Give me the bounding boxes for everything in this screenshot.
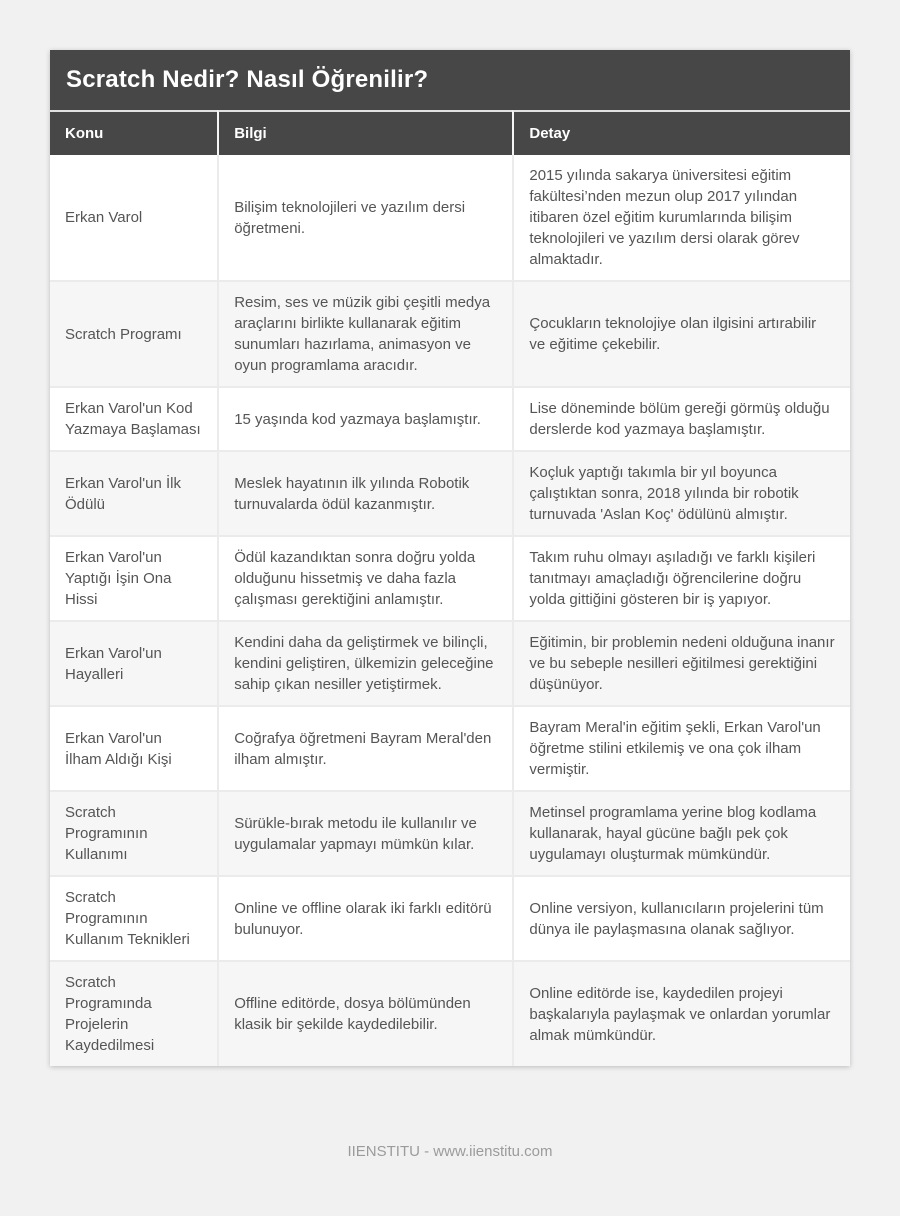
table-row	[50, 535, 850, 620]
table-row	[50, 875, 850, 960]
info-table	[50, 110, 850, 1066]
column-header-bilgi: Bilgi	[217, 110, 512, 155]
cell-konu: Erkan Varol'un İlham Aldığı Kişi	[65, 729, 172, 768]
cell-detay: Koçluk yaptığı takımla bir yıl boyunca çalıştıktan sonra, 2018 yılında bir robotik turnuvada 'Aslan Koç' ödülünü almıştır.	[512, 452, 850, 535]
cell-konu: Erkan Varol'un Kod Yazmaya Başlaması	[65, 400, 201, 438]
cell-bilgi: Coğrafya öğretmeni Bayram Meral'den ilham almıştır.	[217, 707, 512, 790]
cell-detay: Online versiyon, kullanıcıların projelerini tüm dünya ile paylaşmasına olanak sağlıyor.	[512, 877, 850, 960]
cell-bilgi: Bilişim teknolojileri ve yazılım dersi öğretmeni.	[217, 155, 512, 280]
table-row	[50, 620, 850, 705]
cell-bilgi: Offline editörde, dosya bölümünden klasik bir şekilde kaydedilebilir.	[217, 962, 512, 1066]
table-row	[50, 960, 850, 1066]
cell-detay: Online editörde ise, kaydedilen projeyi başkalarıyla paylaşmak ve onlardan yorumlar almak mümkündür.	[512, 962, 850, 1066]
table-body	[50, 155, 850, 1066]
table-header-row	[50, 110, 850, 155]
cell-konu: Scratch Programının Kullanımı	[50, 792, 217, 875]
cell-bilgi: Meslek hayatının ilk yılında Robotik turnuvalarda ödül kazanmıştır.	[217, 452, 512, 535]
cell-bilgi: Online ve offline olarak iki farklı editörü bulunuyor.	[217, 877, 512, 960]
content-card	[50, 50, 850, 1066]
cell-konu: Erkan Varol'un İlk Ödülü	[50, 452, 217, 535]
cell-bilgi: 15 yaşında kod yazmaya başlamıştır.	[217, 388, 512, 450]
cell-detay: Çocukların teknolojiye olan ilgisini artırabilir ve eğitime çekebilir.	[512, 282, 850, 386]
cell-bilgi: Resim, ses ve müzik gibi çeşitli medya araçlarını birlikte kullanarak eğitim sunumları hazırlama, animasyon ve oyun programlama aracıdır.	[217, 282, 512, 386]
table-row	[50, 790, 850, 875]
cell-detay: Lise döneminde bölüm gereği görmüş olduğu derslerde kod yazmaya başlamıştır.	[512, 388, 850, 450]
cell-konu: Scratch Programı	[50, 282, 217, 386]
footer-text: IIENSTITU - www.iienstitu.com	[347, 1143, 553, 1160]
cell-detay: Metinsel programlama yerine blog kodlama kullanarak, hayal gücüne bağlı pek çok uygulamayı oluşturmak mümkündür.	[512, 792, 850, 875]
column-header-detay: Detay	[512, 110, 850, 155]
cell-bilgi: Ödül kazandıktan sonra doğru yolda olduğunu hissetmiş ve daha fazla çalışması gerektiğini anlamıştır.	[217, 537, 512, 620]
cell-konu: Erkan Varol'un Yaptığı İşin Ona Hissi	[65, 549, 172, 608]
page-title: Scratch Nedir? Nasıl Öğrenilir?	[50, 50, 850, 110]
column-header-konu: Konu	[50, 110, 217, 155]
cell-detay: Eğitimin, bir problemin nedeni olduğuna inanır ve bu sebeple nesilleri eğitilmesi gerektiğini düşünüyor.	[512, 622, 850, 705]
table-row	[50, 450, 850, 535]
cell-konu: Erkan Varol	[65, 209, 143, 226]
cell-konu: Scratch Programında Projelerin Kaydedilmesi	[50, 962, 217, 1066]
table-row	[50, 705, 850, 790]
cell-bilgi: Kendini daha da geliştirmek ve bilinçli, kendini geliştiren, ülkemizin geleceğine sahip çıkan nesiller yetiştirmek.	[217, 622, 512, 705]
cell-konu: Scratch Programının Kullanım Teknikleri	[65, 889, 190, 948]
cell-konu: Erkan Varol'un Hayalleri	[50, 622, 217, 705]
table-row	[50, 155, 850, 280]
table-row	[50, 280, 850, 386]
cell-detay: Bayram Meral'in eğitim şekli, Erkan Varol'un öğretme stilini etkilemiş ve ona çok ilham vermiştir.	[512, 707, 850, 790]
cell-detay: Takım ruhu olmayı aşıladığı ve farklı kişileri tanıtmayı amaçladığı öğrencilerine doğru yolda gittiğini gösteren bir iş yapıyor.	[512, 537, 850, 620]
cell-detay: 2015 yılında sakarya üniversitesi eğitim fakültesi’nden mezun olup 2017 yılından itibaren özel eğitim kurumlarında bilişim teknolojileri ve yazılım dersi olarak görev almaktadır.	[512, 155, 850, 280]
cell-bilgi: Sürükle-bırak metodu ile kullanılır ve uygulamalar yapmayı mümkün kılar.	[217, 792, 512, 875]
table-row	[50, 386, 850, 450]
